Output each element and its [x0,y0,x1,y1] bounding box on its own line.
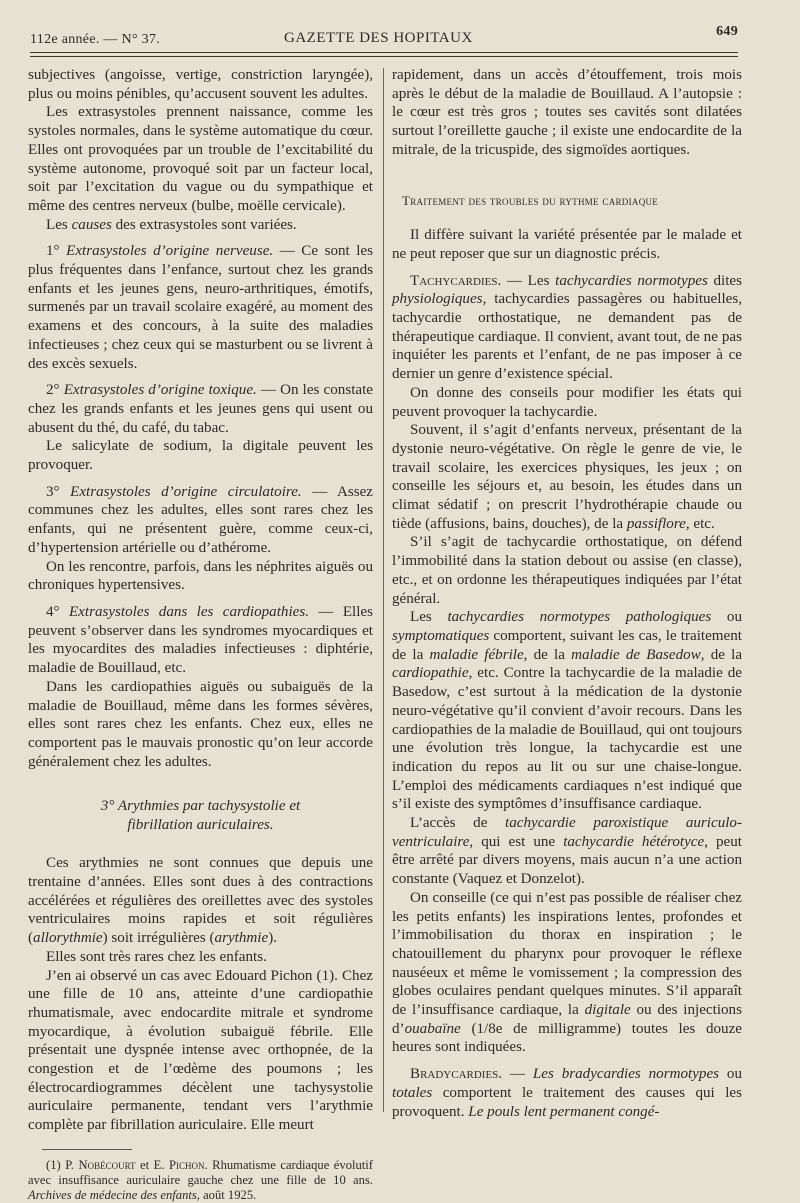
paragraph: 1° Extrasystoles d’origine nerveuse. — Ce sont les plus fréquentes dans l’enfance, surtout chez les grands enfants et les jeunes gens, neuro-arthritiques, émotifs, surmenés par un travail scolaire exagéré, au moment des examens et des concours, à la suite des maladies infectieuses ; chez ceux qui se masturbent ou se livrent à des excès sexuels. [28,243,373,372]
paragraph: Souvent, il s’agit d’enfants nerveux, présentant de la dystonie neuro-végétative. On règle le genre de vie, le travail scolaire, les exercices physiques, les jeux ; on conseille les séjours et, au besoin, les études dans un climat sédatif ; on prescrit l’hydrothérapie chaude ou tiède (affusions, bains, douches), de la passiflore, etc. [392,422,742,532]
right-column [392,66,742,1121]
paragraph: Les tachycardies normotypes pathologiques ou symptomatiques comportent, suivant les cas, le traitement de la maladie fébrile, de la maladie de Basedow, de la cardiopathie, etc. Contre la tachycardie de la maladie de Basedow, c’est surtout à la médication de la dystonie neuro-végétative qu’il convient d’avoir recours. Dans les cardiopathies de la maladie de Bouillaud, qui ont toujours une évolution très longue, la tachycardie est une indication du repos au lit ou sur une chaise-longue. L’emploi des médicaments cardiaques n’est indiqué que s’il existe des symptômes d’insuffisance cardiaque. [392,609,743,813]
paragraph: Les causes des extrasystoles sont variées. [46,216,297,233]
paragraph: Bradycardies. — Les bradycardies normotypes ou totales comportent le traitement des causes qui les provoquent. Le pouls lent permanent congé- [392,1066,743,1120]
paragraph: Dans les cardiopathies aiguës ou subaiguës de la maladie de Bouillaud, même dans les formes sévères, elles sont rares chez les enfants. Chez eux, elles ne comportent pas le mauvais pronostic qu’on leur accorde généralement chez les adultes. [28,678,373,770]
paragraph: L’accès de tachycardie paroxistique auriculo-ventriculaire, qui est une tachycardie hétérotyce, peut être arrêté par divers moyens, mais aucun n’a une action constante (Vaquez et Donzelot). [392,815,743,888]
paragraph: Ces arythmies ne sont connues que depuis une trentaine d’années. Elles sont dues à des contractions accélérées et régulières des oreillettes avec des systoles ventriculaires moins rapides et soit régulières (allorythmie) soit irrégulières (arythmie). [28,855,373,947]
paragraph: Les extrasystoles prennent naissance, comme les systoles normales, dans le système automatique du cœur. Elles ont provoquées par un trouble de l’excitabilité du système autonome, provoqué soit par un facteur local, soit par l’excitation du vague ou du sympathique et même des centres nerveux (bulbe, moëlle cervicale). [28,104,373,214]
paragraph: rapidement, dans un accès d’étouffement, trois mois après le début de la maladie de Bouillaud. A l’autopsie : le cœur est très gros ; toutes ses cavités sont dilatées surtout l’oreillette gauche ; il existe une endocardite de la mitrale, de la tricuspide, des sigmoïdes aortiques. [392,67,742,158]
paragraph: Tachycardies. — Les tachycardies normotypes dites physiologiques, tachycardies passagères ou habituelles, tachycardie orthostatique, ne demandent pas de thérapeutique cardiaque. Il convient, avant tout, de ne pas inquiéter les parents et l’enfant, de ne pas imposer à ce dernier un genre d’existence spécial. [392,272,743,383]
page-number: 649 [716,24,738,39]
column-divider [383,68,384,1112]
paragraph: 4° Extrasystoles dans les cardiopathies. — Elles peuvent s’observer dans les syndromes myocardiques et les myocardites des maladies infectieuses : diphtérie, maladie de Bouillaud, etc. [28,603,374,677]
paragraph: On donne des conseils pour modifier les états qui peuvent provoquer la tachycardie. [392,384,742,420]
subsection-heading: 3° Arythmies par tachysystolie et fibrillation auriculaires. [100,798,301,833]
header-rule-top [30,52,738,53]
paragraph: 2° Extrasystoles d’origine toxique. — On les constate chez les grands enfants et les jeunes gens qui usent ou abusent du thé, du café, du tabac. [28,382,373,436]
footnote: (1) P. Nobécourt et E. Pichon. Rhumatisme cardiaque évolutif avec insuffisance auriculaire gauche chez une fille de 10 ans. Archives de médecine des enfants, août 1925. [28,1157,373,1202]
paragraph: Elles sont très rares chez les enfants. [46,948,267,965]
paragraph: Le salicylate de sodium, la digitale peuvent les provoquer. [28,438,373,474]
paragraph: subjectives (angoisse, vertige, constriction laryngée), plus ou moins pénibles, qu’accusent souvent les adultes. [28,67,373,102]
header-rule-bottom [30,56,738,57]
journal-title: GAZETTE DES HOPITAUX [284,30,473,46]
running-header [30,24,738,50]
footnote-divider [42,1149,132,1150]
issue-label: 112e année. — N° 37. [30,32,161,47]
section-heading: Traitement des troubles du rythme cardiaque [402,192,659,208]
paragraph: 3° Extrasystoles d’origine circulatoire. — Assez communes chez les adultes, elles sont rares chez les enfants, qui ne présentent guère, comme ceux-ci, d’hypertension artérielle ou d’athérome. [28,483,374,556]
paragraph: On les rencontre, parfois, dans les néphrites aiguës ou chroniques hypertensives. [28,558,373,594]
paragraph: Il diffère suivant la variété présentée par le malade et ne peut reposer que sur un diagnostic précis. [392,227,742,262]
paragraph: J’en ai observé un cas avec Edouard Pichon (1). Chez une fille de 10 ans, atteinte d’une cardiopathie rhumatismale, avec endocardite mitrale et syndrome myocardique, à évolution subaiguë fébrile. Elle présentait une dyspnée intense avec orthopnée, de la congestion et de l’œdème des poumons ; les électrocardiogrammes décèlent une tachysystolie auriculaire permanente, tendant vers l’arythmie complète par fibrillation auriculaire. Elle meurt [28,967,373,1134]
left-column [28,66,373,1203]
paragraph: On conseille (ce qui n’est pas possible de réaliser chez les petits enfants) les inspirations lentes, profondes et l’immobilisation du thorax en inspiration ; le chatouillement du pharynx pour provoquer le réflexe nauséeux et même le vomissement ; la compression des globes oculaires pendant quelques minutes. S’il apparaît de l’insuffisance cardiaque, la digitale ou des injections d’ouabaïne (1/8e de milligramme) toutes les douze heures sont indiquées. [392,889,742,1056]
paragraph: S’il s’agit de tachycardie orthostatique, on défend l’immobilité dans la station debout ou assise (en classe), etc., et on ordonne les thérapeutiques indiquées par l’état général. [392,534,742,607]
